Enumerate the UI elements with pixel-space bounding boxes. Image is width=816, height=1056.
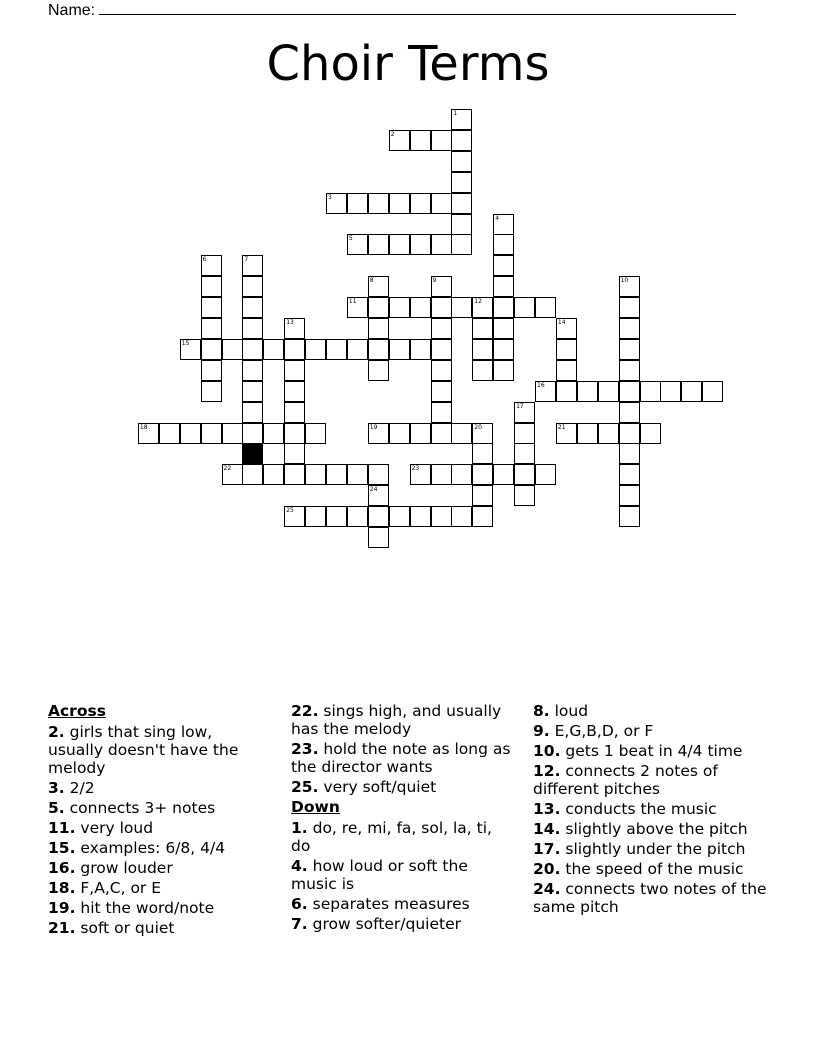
- crossword-cell[interactable]: [368, 464, 389, 485]
- crossword-cell[interactable]: [451, 234, 472, 255]
- crossword-cell[interactable]: [598, 381, 619, 402]
- crossword-cell[interactable]: [347, 506, 368, 527]
- clue-text: separates measures: [307, 895, 470, 913]
- clue-number: 2.: [48, 723, 65, 741]
- clue-number: 10.: [533, 742, 561, 760]
- crossword-cell[interactable]: [201, 297, 222, 318]
- crossword-cell[interactable]: [493, 255, 514, 276]
- crossword-cell[interactable]: [472, 360, 493, 381]
- crossword-cell[interactable]: [389, 234, 410, 255]
- clue-number-label: 20: [474, 423, 482, 431]
- crossword-cell[interactable]: [493, 318, 514, 339]
- crossword-cell[interactable]: [493, 360, 514, 381]
- crossword-cell[interactable]: [410, 297, 431, 318]
- crossword-cell[interactable]: [431, 234, 452, 255]
- crossword-cell[interactable]: [389, 130, 410, 151]
- crossword-cell[interactable]: [619, 297, 640, 318]
- clue-text: loud: [549, 702, 589, 720]
- crossword-cell[interactable]: [431, 360, 452, 381]
- down-clue: [533, 800, 768, 818]
- crossword-cell[interactable]: [493, 234, 514, 255]
- crossword-cell[interactable]: [284, 339, 305, 360]
- clue-number: 17.: [533, 840, 561, 858]
- crossword-cell[interactable]: [556, 318, 577, 339]
- crossword-cell[interactable]: [451, 464, 472, 485]
- crossword-cell[interactable]: [514, 423, 535, 444]
- crossword-cell[interactable]: [368, 276, 389, 297]
- clue-number: 22.: [291, 702, 319, 720]
- crossword-cell[interactable]: [368, 339, 389, 360]
- crossword-cell[interactable]: [305, 339, 326, 360]
- crossword-cell[interactable]: [284, 360, 305, 381]
- crossword-cell[interactable]: [410, 234, 431, 255]
- crossword-cell[interactable]: [493, 276, 514, 297]
- crossword-cell[interactable]: [556, 381, 577, 402]
- crossword-cell[interactable]: [347, 339, 368, 360]
- clue-text: how loud or soft the music is: [291, 857, 468, 893]
- crossword-cell[interactable]: [284, 506, 305, 527]
- crossword-cell[interactable]: [389, 339, 410, 360]
- crossword-cell[interactable]: [431, 193, 452, 214]
- crossword-cell[interactable]: [410, 193, 431, 214]
- crossword-cell[interactable]: [431, 381, 452, 402]
- crossword-cell[interactable]: [619, 506, 640, 527]
- crossword-cell[interactable]: [493, 339, 514, 360]
- clue-text: connects 3+ notes: [64, 799, 216, 817]
- crossword-cell[interactable]: [305, 423, 326, 444]
- crossword-cell[interactable]: [284, 402, 305, 423]
- crossword-cell[interactable]: [159, 423, 180, 444]
- clue-number: 19.: [48, 899, 76, 917]
- crossword-cell[interactable]: [535, 464, 556, 485]
- crossword-cell[interactable]: [451, 297, 472, 318]
- crossword-cell[interactable]: [284, 381, 305, 402]
- crossword-cell[interactable]: [305, 506, 326, 527]
- clue-number: 9.: [533, 722, 550, 740]
- crossword-cell[interactable]: [619, 360, 640, 381]
- clue-number-label: 7: [244, 256, 249, 264]
- down-clue: [533, 762, 768, 798]
- crossword-cell[interactable]: [410, 506, 431, 527]
- crossword-cell[interactable]: [368, 297, 389, 318]
- crossword-cell[interactable]: [493, 464, 514, 485]
- clue-number-label: 6: [202, 256, 207, 264]
- across-clue: [48, 839, 268, 857]
- clue-number: 4.: [291, 857, 308, 875]
- clue-number-label: 25: [286, 507, 294, 515]
- clue-number-label: 10: [620, 277, 629, 285]
- crossword-cell[interactable]: [431, 318, 452, 339]
- crossword-cell[interactable]: [201, 276, 222, 297]
- crossword-cell[interactable]: [556, 339, 577, 360]
- crossword-cell[interactable]: [263, 339, 284, 360]
- crossword-cell[interactable]: [472, 423, 493, 444]
- crossword-cell[interactable]: [368, 318, 389, 339]
- down-clue: [533, 742, 768, 760]
- crossword-cell[interactable]: [347, 297, 368, 318]
- crossword-cell[interactable]: [284, 464, 305, 485]
- crossword-cell[interactable]: [242, 276, 263, 297]
- clue-number-label: 11: [348, 298, 357, 306]
- clue-number-label: 12: [474, 298, 482, 306]
- crossword-cell[interactable]: [472, 485, 493, 506]
- crossword-cell[interactable]: [284, 443, 305, 464]
- down-clue: [533, 880, 768, 916]
- clue-number-label: 24: [369, 486, 378, 494]
- crossword-cell[interactable]: [263, 423, 284, 444]
- clue-number: 20.: [533, 860, 561, 878]
- clue-column-2: [291, 702, 516, 935]
- clue-column-3: [533, 702, 768, 918]
- clue-number-label: 17: [516, 402, 524, 410]
- crossword-cell[interactable]: [556, 423, 577, 444]
- crossword-cell[interactable]: [368, 193, 389, 214]
- clue-text: soft or quiet: [75, 919, 175, 937]
- crossword-cell[interactable]: [451, 109, 472, 130]
- crossword-cell[interactable]: [514, 443, 535, 464]
- clue-number: 7.: [291, 915, 308, 933]
- clue-text: grow softer/quieter: [307, 915, 462, 933]
- down-clue: [533, 840, 768, 858]
- clue-text: grow louder: [75, 859, 173, 877]
- crossword-cell[interactable]: [368, 527, 389, 548]
- crossword-cell[interactable]: [451, 172, 472, 193]
- crossword-cell[interactable]: [326, 193, 347, 214]
- clue-text: very soft/quiet: [318, 778, 437, 796]
- crossword-cell[interactable]: [326, 339, 347, 360]
- crossword-cell[interactable]: [347, 234, 368, 255]
- clue-text: slightly above the pitch: [560, 820, 748, 838]
- clue-text: sings high, and usually has the melody: [291, 702, 502, 738]
- crossword-cell[interactable]: [242, 464, 263, 485]
- down-clue: [291, 819, 516, 855]
- clue-text: F,A,C, or E: [75, 879, 162, 897]
- crossword-cell[interactable]: [222, 423, 243, 444]
- crossword-cell[interactable]: [493, 214, 514, 235]
- crossword-cell[interactable]: [431, 130, 452, 151]
- down-heading: Down: [291, 798, 340, 816]
- crossword-cell[interactable]: [242, 360, 263, 381]
- clue-number-label: 16: [537, 381, 545, 389]
- clue-number-label: 9: [432, 277, 437, 285]
- name-label: Name:: [48, 2, 96, 19]
- crossword-cell[interactable]: [493, 297, 514, 318]
- crossword-cell[interactable]: [619, 318, 640, 339]
- clue-number-label: 5: [348, 235, 353, 243]
- clue-number-label: 4: [495, 214, 500, 222]
- crossword-cell[interactable]: [472, 297, 493, 318]
- crossword-cell[interactable]: [514, 485, 535, 506]
- across-heading: Across: [48, 702, 106, 720]
- down-clue: [533, 722, 768, 740]
- across-clue: [48, 919, 268, 937]
- clue-number: 24.: [533, 880, 561, 898]
- clue-number-label: 2: [390, 130, 395, 138]
- crossword-cell[interactable]: [201, 423, 222, 444]
- clue-number-label: 19: [369, 423, 378, 431]
- crossword-cell[interactable]: [514, 464, 535, 485]
- crossword-cell[interactable]: [242, 339, 263, 360]
- crossword-cell[interactable]: [681, 381, 702, 402]
- clue-number-label: 22: [223, 465, 232, 473]
- down-clue: [533, 820, 768, 838]
- crossword-cell[interactable]: [201, 339, 222, 360]
- across-clue: [48, 879, 268, 897]
- clue-number: 1.: [291, 819, 308, 837]
- clue-number-label: 3: [328, 193, 332, 201]
- clue-number-label: 23: [411, 465, 420, 473]
- page-title: Choir Terms: [266, 36, 550, 92]
- crossword-cell[interactable]: [556, 360, 577, 381]
- crossword-cell[interactable]: [598, 423, 619, 444]
- crossword-cell[interactable]: [368, 506, 389, 527]
- crossword-cell[interactable]: [410, 423, 431, 444]
- clue-number: 18.: [48, 879, 76, 897]
- down-clue: [291, 857, 516, 893]
- crossword-cell[interactable]: [222, 339, 243, 360]
- crossword-cell[interactable]: [410, 464, 431, 485]
- crossword-cell[interactable]: [201, 255, 222, 276]
- clue-number: 12.: [533, 762, 561, 780]
- crossword-cell[interactable]: [242, 402, 263, 423]
- clue-number-label: 21: [557, 423, 566, 431]
- clue-text: hit the word/note: [75, 899, 215, 917]
- crossword-cell[interactable]: [472, 339, 493, 360]
- clue-number-label: 18: [139, 423, 148, 431]
- clue-text: very loud: [75, 819, 154, 837]
- down-clue: [533, 860, 768, 878]
- clue-number: 23.: [291, 740, 319, 758]
- crossword-cell[interactable]: [242, 423, 263, 444]
- crossword-cell[interactable]: [660, 381, 681, 402]
- crossword-cell[interactable]: [431, 402, 452, 423]
- crossword-cell[interactable]: [451, 214, 472, 235]
- down-clue: [291, 915, 516, 933]
- crossword-cell[interactable]: [640, 381, 661, 402]
- clue-text: connects 2 notes of different pitches: [533, 762, 718, 798]
- crossword-cell[interactable]: [514, 402, 535, 423]
- crossword-cell[interactable]: [431, 464, 452, 485]
- crossword-cell[interactable]: [284, 318, 305, 339]
- clue-number: 21.: [48, 919, 76, 937]
- clue-number-label: 1: [453, 110, 458, 117]
- crossword-cell[interactable]: [347, 464, 368, 485]
- down-clue: [291, 895, 516, 913]
- clue-text: slightly under the pitch: [560, 840, 746, 858]
- crossword-cell[interactable]: [472, 506, 493, 527]
- crossword-cell[interactable]: [180, 423, 201, 444]
- crossword-cell[interactable]: [326, 506, 347, 527]
- clue-number: 13.: [533, 800, 561, 818]
- crossword-cell[interactable]: [535, 381, 556, 402]
- down-clue: [533, 702, 768, 720]
- crossword-cell[interactable]: [326, 464, 347, 485]
- across-clue: [48, 819, 268, 837]
- crossword-cell[interactable]: [619, 443, 640, 464]
- crossword-cell[interactable]: [619, 402, 640, 423]
- crossword-cell[interactable]: [431, 506, 452, 527]
- crossword-cell[interactable]: [242, 297, 263, 318]
- crossword-cell[interactable]: [410, 130, 431, 151]
- clue-number: 11.: [48, 819, 76, 837]
- crossword-cell[interactable]: [472, 318, 493, 339]
- crossword-cell[interactable]: [410, 339, 431, 360]
- crossword-cell[interactable]: [431, 339, 452, 360]
- crossword-cell[interactable]: [702, 381, 723, 402]
- crossword-cell[interactable]: [347, 193, 368, 214]
- clue-text: E,G,B,D, or F: [549, 722, 654, 740]
- clue-column-1: [48, 702, 268, 939]
- crossword-cell[interactable]: [535, 297, 556, 318]
- crossword-cell[interactable]: [514, 297, 535, 318]
- clue-number-label: 15: [181, 339, 190, 347]
- crossword-cell[interactable]: [640, 423, 661, 444]
- across-clue: [48, 799, 268, 817]
- across-clue: [48, 899, 268, 917]
- clue-number-label: 14: [557, 319, 566, 326]
- clue-number: 14.: [533, 820, 561, 838]
- clue-text: gets 1 beat in 4/4 time: [560, 742, 743, 760]
- crossword-cell[interactable]: [201, 318, 222, 339]
- clue-text: do, re, mi, fa, sol, la, ti, do: [291, 819, 492, 855]
- clue-text: the speed of the music: [560, 860, 744, 878]
- crossword-cell[interactable]: [451, 506, 472, 527]
- clue-number: 5.: [48, 799, 65, 817]
- crossword-cell[interactable]: [368, 234, 389, 255]
- blocked-cell: [242, 443, 263, 464]
- crossword-cell[interactable]: [138, 423, 159, 444]
- clue-number-label: 8: [369, 277, 374, 285]
- crossword-cell[interactable]: [242, 318, 263, 339]
- clue-text: connects two notes of the same pitch: [533, 880, 767, 916]
- crossword-cell[interactable]: [451, 423, 472, 444]
- crossword-cell[interactable]: [431, 297, 452, 318]
- crossword-cell[interactable]: [619, 423, 640, 444]
- crossword-cell[interactable]: [368, 423, 389, 444]
- clue-number: 16.: [48, 859, 76, 877]
- crossword-cell[interactable]: [305, 464, 326, 485]
- crossword-cell[interactable]: [222, 464, 243, 485]
- crossword-cell[interactable]: [368, 485, 389, 506]
- crossword-cell[interactable]: [619, 276, 640, 297]
- crossword-cell[interactable]: [389, 423, 410, 444]
- clue-text: conducts the music: [560, 800, 717, 818]
- across-clue: [291, 740, 516, 776]
- crossword-cell[interactable]: [389, 297, 410, 318]
- crossword-cell[interactable]: [431, 276, 452, 297]
- across-clue: [48, 723, 268, 777]
- crossword-cell[interactable]: [619, 485, 640, 506]
- crossword-cell[interactable]: [619, 381, 640, 402]
- crossword-cell[interactable]: [263, 464, 284, 485]
- clue-number: 15.: [48, 839, 76, 857]
- across-clue: [48, 859, 268, 877]
- clue-number-label: 13: [286, 319, 294, 326]
- crossword-cell[interactable]: [201, 360, 222, 381]
- across-clue: [48, 779, 268, 797]
- crossword-cell[interactable]: [472, 443, 493, 464]
- crossword-cell[interactable]: [451, 151, 472, 172]
- crossword-cell[interactable]: [577, 423, 598, 444]
- crossword-cell[interactable]: [472, 464, 493, 485]
- crossword-cell[interactable]: [201, 381, 222, 402]
- clue-text: 2/2: [64, 779, 95, 797]
- clue-number: 6.: [291, 895, 308, 913]
- crossword-cell[interactable]: [431, 423, 452, 444]
- crossword-cell[interactable]: [451, 130, 472, 151]
- crossword-cell[interactable]: [577, 381, 598, 402]
- crossword-cell[interactable]: [619, 339, 640, 360]
- crossword-cell[interactable]: [368, 360, 389, 381]
- across-clue: [291, 778, 516, 796]
- crossword-cell[interactable]: [284, 423, 305, 444]
- crossword-cell[interactable]: [389, 193, 410, 214]
- clue-text: girls that sing low, usually doesn't have the melody: [48, 723, 239, 777]
- crossword-cell[interactable]: [242, 381, 263, 402]
- crossword-cell[interactable]: [242, 255, 263, 276]
- clue-text: hold the note as long as the director wants: [291, 740, 511, 776]
- crossword-cell[interactable]: [451, 193, 472, 214]
- crossword-cell[interactable]: [180, 339, 201, 360]
- crossword-cell[interactable]: [389, 506, 410, 527]
- crossword-cell[interactable]: [619, 464, 640, 485]
- clue-number: 8.: [533, 702, 550, 720]
- clue-number: 25.: [291, 778, 319, 796]
- across-clue: [291, 702, 516, 738]
- clue-number: 3.: [48, 779, 65, 797]
- clue-text: examples: 6/8, 4/4: [75, 839, 226, 857]
